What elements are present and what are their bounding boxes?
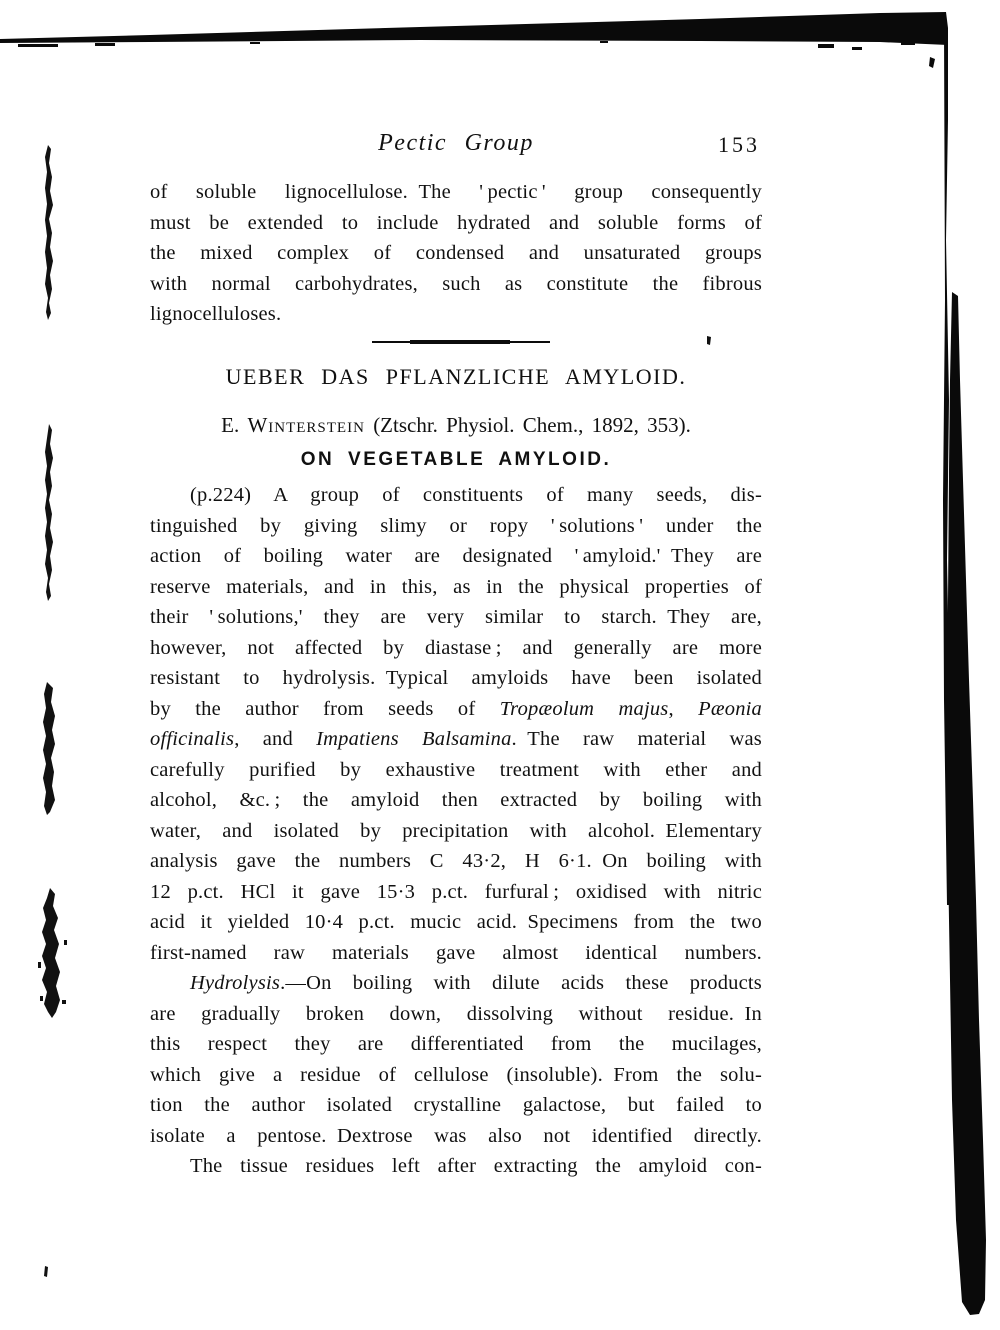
text-line [150, 724, 762, 755]
running-header [150, 130, 762, 162]
paragraph [150, 177, 762, 330]
scan-smudge-satellites [38, 940, 67, 1004]
scan-wedge-top [0, 12, 948, 45]
paragraph [150, 968, 762, 1151]
header-title: Pectic Group [378, 130, 534, 156]
text-line: water, and isolated by precipitation with alcohol. Elementary [150, 819, 762, 842]
article-byline [150, 413, 762, 438]
text-segment: by the author from seeds of [150, 697, 500, 720]
text-line [150, 694, 762, 725]
text-line: first-named raw materials gave almost identical numbers. [150, 941, 762, 964]
text-line: 12 p.ct. HCl it gave 15·3 p.ct. furfural ; oxidised with nitric [150, 880, 762, 903]
text-line: must be extended to include hydrated and soluble forms of [150, 211, 762, 234]
article-body [150, 480, 762, 1182]
species-name: Pæonia [698, 697, 762, 720]
species-name: officinalis [150, 728, 235, 750]
scan-speck-divider [707, 336, 711, 345]
scan-smudge-3 [43, 682, 55, 815]
byline-reference: (Ztschr. Physiol. Chem., 1892, 353). [364, 413, 691, 437]
paragraph [150, 1151, 762, 1182]
text-line: lignocelluloses. [150, 303, 282, 325]
text-line: acid it yielded 10·4 p.ct. mucic acid. Specimens from the two [150, 911, 762, 933]
text-line: of soluble lignocellulose. The ' pectic ' group consequently [150, 181, 762, 203]
text-line: with normal carbohydrates, such as constitute the fibrous [150, 272, 762, 295]
byline-prefix: E. [221, 413, 248, 437]
text-line: however, not affected by diastase ; and generally are more [150, 636, 762, 659]
text-segment: .—On boiling with dilute acids these products [280, 972, 762, 994]
scan-dash-specks [18, 39, 935, 68]
article-title: UEBER DAS PFLANZLICHE AMYLOID. [225, 364, 687, 389]
text-line: The tissue residues left after extracting the amyloid con- [190, 1155, 762, 1177]
text-line: alcohol, &c. ; the amyloid then extracted by boiling with [150, 789, 762, 811]
text-line: (p.224) A group of constituents of many seeds, dis- [190, 484, 762, 506]
text-line: isolate a pentose. Dextrose was also not identified directly. [150, 1124, 762, 1147]
scan-edge-band [947, 292, 986, 1315]
term-hydrolysis: Hydrolysis [190, 972, 281, 994]
scan-edge-line [943, 28, 951, 905]
text-line [150, 968, 762, 999]
text-line: analysis gave the numbers C 43·2, H 6·1. On boiling with [150, 850, 762, 872]
text-segment: , and [234, 728, 317, 750]
scan-smudge-1 [45, 145, 53, 320]
text-segment: , [668, 697, 699, 720]
text-line: tinguished by giving slimy or ropy ' solutions ' under the [150, 514, 762, 537]
page-number: 153 [718, 132, 760, 157]
scan-smudge-2 [45, 424, 53, 601]
byline-author-name: Winterstein [247, 413, 365, 437]
text-line: this respect they are differentiated from the mucilages, [150, 1033, 762, 1055]
paragraph [150, 480, 762, 968]
scan-smudge-4 [42, 888, 60, 1018]
text-line: the mixed complex of condensed and unsaturated groups [150, 242, 762, 264]
scan-speck-bottom-left [44, 1266, 48, 1277]
text-line: action of boiling water are designated ' amyloid.' They are [150, 545, 762, 567]
text-segment: . The raw material was [511, 728, 762, 750]
text-line: tion the author isolated crystalline galactose, but failed to [150, 1094, 762, 1116]
section-divider-thick [410, 340, 510, 344]
species-name: Tropæolum majus [499, 697, 669, 720]
text-line: their ' solutions,' they are very similar to starch. They are, [150, 606, 762, 628]
text-line: are gradually broken down, dissolving without residue. In [150, 1002, 762, 1025]
text-line: carefully purified by exhaustive treatment with ether and [150, 758, 762, 781]
article-subtitle: ON VEGETABLE AMYLOID. [300, 449, 612, 470]
text-line: resistant to hydrolysis. Typical amyloids have been isolated [150, 667, 762, 689]
text-line: which give a residue of cellulose (insoluble). From the solu- [150, 1063, 762, 1086]
species-name: Impatiens Balsamina [316, 728, 512, 750]
text-line: reserve materials, and in this, as in the physical properties of [150, 575, 762, 598]
